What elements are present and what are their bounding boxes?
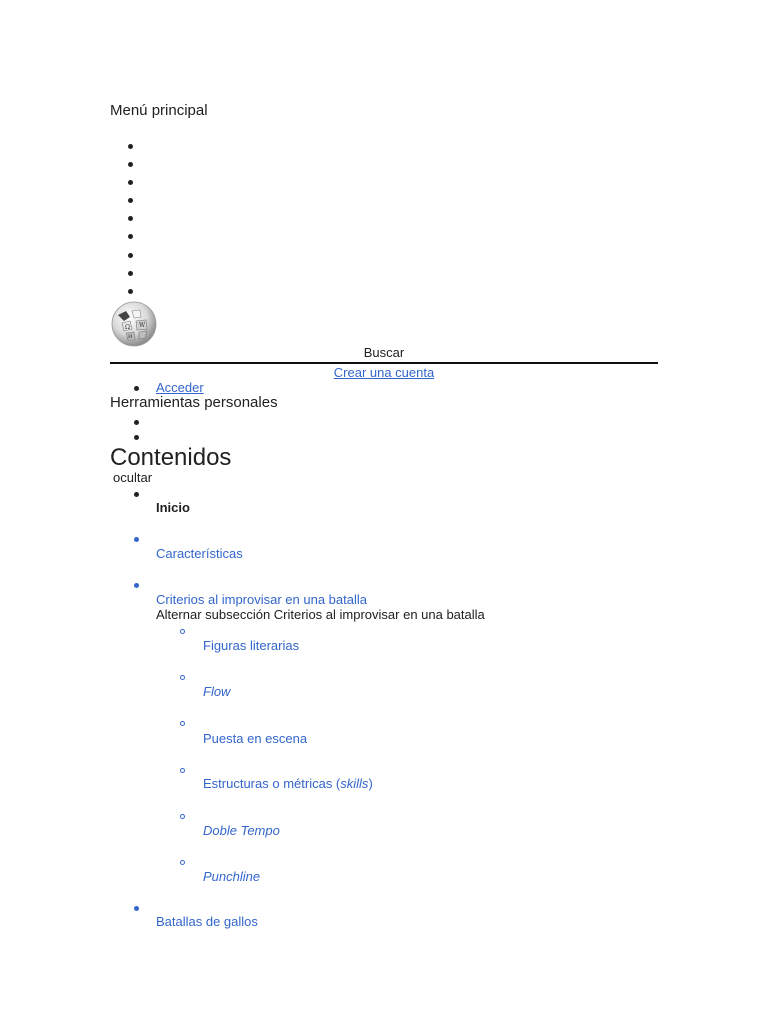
toc-subitem-estructuras-suffix: )	[368, 776, 373, 791]
toc-hide-button[interactable]: ocultar	[113, 470, 153, 485]
toc-toggle-criterios[interactable]: Alternar subsección Criterios al improvisar en una batalla	[156, 607, 485, 622]
toc-title: Contenidos	[110, 444, 232, 471]
list-bullet	[128, 216, 133, 221]
svg-text:Ω: Ω	[125, 324, 130, 331]
list-circle	[180, 721, 185, 726]
toc-subitem-flow[interactable]: Flow	[203, 684, 231, 699]
list-bullet	[128, 198, 133, 203]
list-bullet	[128, 271, 133, 276]
list-bullet	[128, 289, 133, 294]
list-circle	[180, 860, 185, 865]
toc-subitem-estructuras-prefix: Estructuras o métricas (	[203, 776, 341, 791]
list-bullet	[134, 583, 139, 588]
toc-subitem-figuras-literarias[interactable]: Figuras literarias	[203, 638, 300, 653]
main-menu-title[interactable]: Menú principal	[110, 102, 208, 119]
toc-item-caracteristicas[interactable]: Características	[156, 546, 243, 561]
wikipedia-globe-icon[interactable]	[108, 301, 160, 347]
toc-subitem-estructuras-italic: skills	[340, 776, 369, 791]
list-bullet	[134, 906, 139, 911]
list-circle	[180, 768, 185, 773]
personal-tools-title[interactable]: Herramientas personales	[110, 394, 278, 411]
list-bullet	[134, 435, 139, 440]
list-bullet	[128, 253, 133, 258]
list-bullet	[128, 180, 133, 185]
list-circle	[180, 814, 185, 819]
divider	[110, 362, 658, 364]
login-link[interactable]: Acceder	[156, 380, 204, 395]
list-bullet	[128, 234, 133, 239]
list-bullet	[134, 386, 139, 391]
toc-subitem-estructuras[interactable]	[203, 776, 373, 792]
search-label[interactable]: Buscar	[363, 345, 405, 360]
svg-text:И: И	[128, 334, 133, 340]
toc-subitem-puesta-en-escena[interactable]: Puesta en escena	[203, 731, 308, 746]
toc-subitem-punchline[interactable]: Punchline	[203, 869, 261, 884]
list-circle	[180, 675, 185, 680]
list-bullet	[128, 162, 133, 167]
toc-item-inicio[interactable]: Inicio	[156, 500, 190, 515]
svg-text:W: W	[139, 322, 146, 329]
toc-item-criterios[interactable]: Criterios al improvisar en una batalla	[156, 592, 367, 607]
list-bullet	[134, 420, 139, 425]
toc-subitem-doble-tempo[interactable]: Doble Tempo	[203, 823, 280, 838]
list-circle	[180, 629, 185, 634]
list-bullet	[128, 144, 133, 149]
create-account-link[interactable]: Crear una cuenta	[333, 365, 435, 380]
list-bullet	[134, 492, 139, 497]
list-bullet	[134, 537, 139, 542]
toc-item-batallas-de-gallos[interactable]: Batallas de gallos	[156, 914, 258, 929]
